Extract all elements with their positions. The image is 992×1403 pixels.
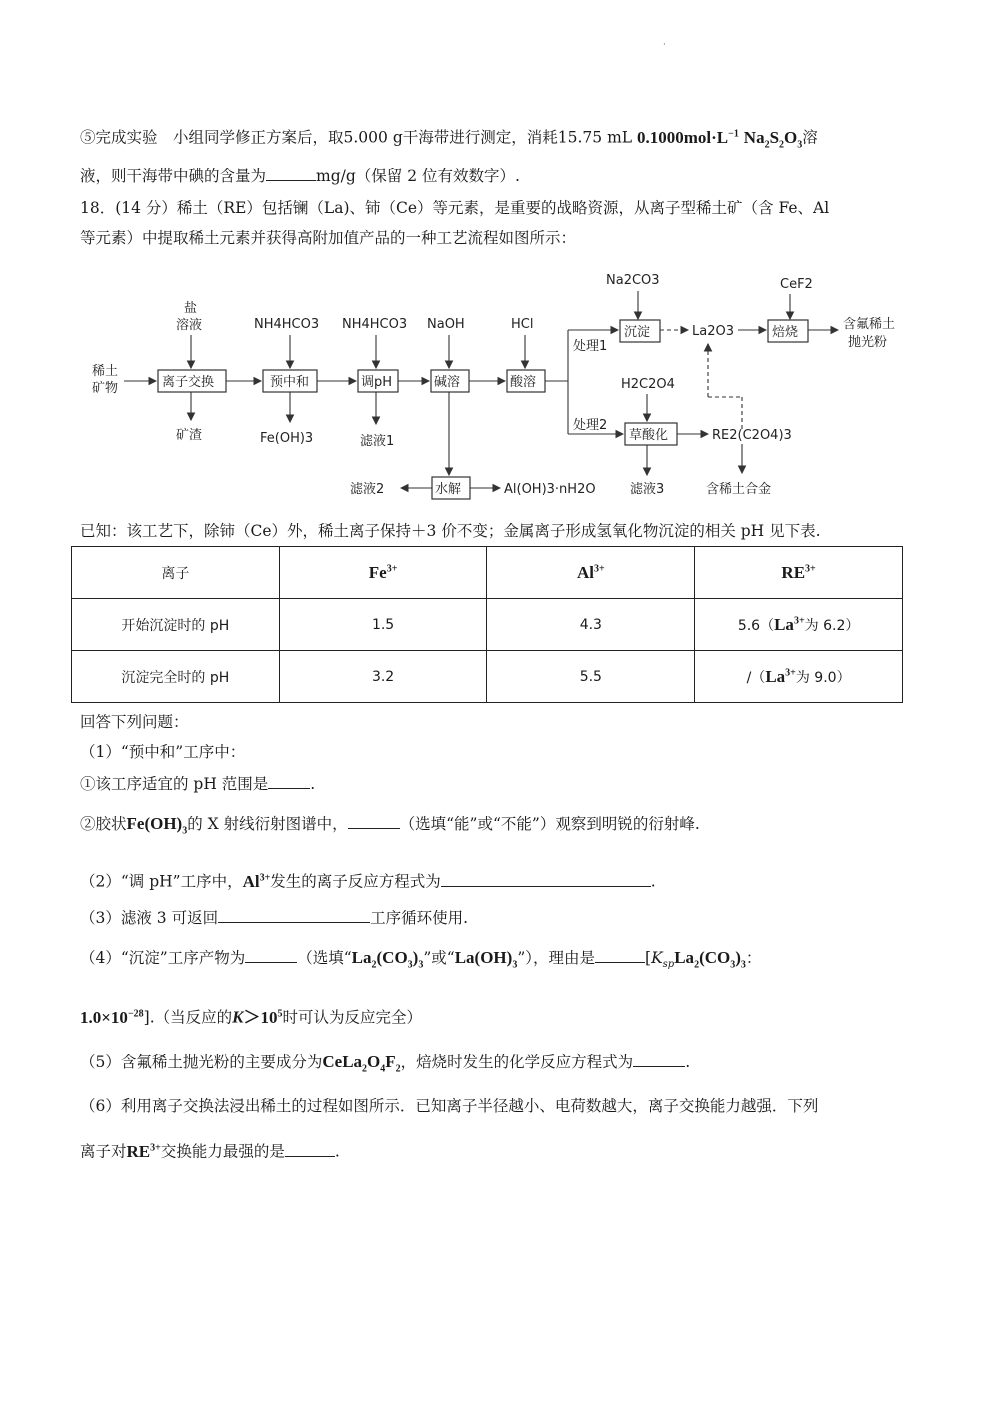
- nh4hco3-b-label: NH4HCO3: [342, 317, 408, 332]
- q1-part2: ②胶状$Fe(OH)_3$的 X 射线衍射图谱中， （选填“能”或“不能”）观察到明锐的衍射峰.: [80, 814, 700, 837]
- treatment2-label: 处理2: [573, 418, 608, 433]
- alloy-label: 含稀土合金: [706, 482, 772, 497]
- q4-line1: （4）“沉淀”工序产物为 （选填“$La_2(CO_3)_3$”或“$La(OH)_3$”），理由是 [$K_{sp}La_2(CO_3)_3$：: [80, 948, 762, 971]
- top-mark: ·: [663, 40, 666, 50]
- q5: （5）含氟稀土抛光粉的主要成分为$CeLa_2O_4F_2$，焙烧时发生的化学反应方程式为 .: [80, 1052, 691, 1075]
- alkali-dissolution-label: 碱溶: [434, 375, 461, 390]
- answer-blank[interactable]: [595, 946, 645, 963]
- precipitation-label: 沉淀: [624, 325, 651, 340]
- re2c2o4-label: RE2(C2O4)3: [712, 428, 792, 443]
- q2: （2）“调 pH”工序中，$Al^{3+}$发生的离子反应方程式为 .: [80, 871, 656, 891]
- filtrate3-label: 滤液3: [630, 482, 665, 497]
- answer-heading: 回答下列问题：: [80, 713, 189, 731]
- salt-solution-label: 盐: [184, 301, 198, 316]
- slag-label: 矿渣: [176, 428, 203, 443]
- q1-part1: ①该工序适宜的 pH 范围是 .: [80, 772, 315, 796]
- roasting-label: 焙烧: [772, 325, 799, 340]
- polish-powder-label-2: 抛光粉: [848, 335, 888, 350]
- answer-blank[interactable]: [348, 812, 400, 829]
- hcl-label: HCl: [511, 317, 534, 332]
- ore-label: 稀土: [92, 364, 119, 379]
- q18-line2: 等元素）中提取稀土元素并获得高附加值产品的一种工艺流程如图所示：: [80, 229, 577, 247]
- exp5-line2: 液，则干海带中碘的含量为 mg/g（保留 2 位有效数字）.: [80, 164, 520, 188]
- hydrolysis-label: 水解: [435, 482, 462, 497]
- table-row: 离子 $Fe^{3+}$ $Al^{3+}$ $RE^{3+}$: [72, 547, 903, 599]
- cef2-label: CeF2: [780, 277, 813, 292]
- na2co3-label: Na2CO3: [606, 273, 660, 288]
- answer-blank[interactable]: [266, 164, 316, 181]
- q6-line1: （6）利用离子交换法浸出稀土的过程如图所示．已知离子半径越小、电荷数越大，离子交换能力越强．下列: [80, 1097, 819, 1115]
- concentration: $0.1000mol\cdot L^{-1}$: [637, 127, 739, 147]
- answer-blank[interactable]: [285, 1140, 335, 1157]
- q4-line2: $1.0\times 10^{-28}$].（当反应的$K>10^5$时可认为反应完全）: [80, 1007, 422, 1027]
- q3: （3）滤液 3 可返回 工序循环使用.: [80, 906, 468, 930]
- naoh-label: NaOH: [427, 317, 465, 332]
- oxalation-label: 草酸化: [629, 428, 669, 443]
- process-flow-diagram: [78, 262, 920, 510]
- la2o3-label: La2O3: [692, 324, 734, 339]
- filtrate2-label: 滤液2: [350, 482, 385, 497]
- q6-line2: 离子对$RE^{3+}$交换能力最强的是 .: [80, 1141, 340, 1161]
- filtrate1-label: 滤液1: [360, 434, 395, 449]
- table-row: 沉淀完全时的 pH 3.2 5.5 $/(La^{3+}$为 9.0）: [72, 651, 903, 703]
- answer-blank[interactable]: [441, 870, 651, 887]
- acid-dissolution-label: 酸溶: [510, 375, 537, 390]
- salt-solution-label-2: 溶液: [176, 318, 203, 333]
- answer-blank[interactable]: [218, 906, 370, 923]
- q18-line1: 18．(14 分）稀土（RE）包括镧（La)、铈（Ce）等元素，是重要的战略资源，从离子型稀土矿（含 Fe、Al: [80, 199, 830, 217]
- h2c2o4-label: H2C2O4: [621, 377, 675, 392]
- q1-heading: （1）“预中和”工序中：: [80, 743, 246, 761]
- feoh3-label: Fe(OH)3: [260, 431, 314, 446]
- polish-powder-label: 含氟稀土: [843, 317, 896, 332]
- ph-table: [71, 546, 903, 703]
- aloh3-label: Al(OH)3·nH2O: [504, 482, 596, 497]
- treatment1-label: 处理1: [573, 339, 608, 354]
- ore-label-2: 矿物: [92, 381, 119, 396]
- answer-blank[interactable]: [268, 772, 310, 789]
- answer-blank[interactable]: [245, 946, 297, 963]
- exp5-line1: ⑤完成实验 小组同学修正方案后，取5.000 g干海带进行测定，消耗15.75 mL $0.1000mol\cdot L^{-1}$ $Na_2S_2O_3$溶: [80, 127, 818, 151]
- table-row: 开始沉淀时的 pH 1.5 4.3 $5.6(La^{3+}$为 6.2）: [72, 599, 903, 651]
- known-info: 已知：该工艺下，除铈（Ce）外，稀土离子保持＋3 价不变；金属离子形成氢氧化物沉淀的相关 pH 见下表.: [80, 522, 821, 540]
- adjust-ph-label: 调pH: [361, 375, 393, 390]
- nh4hco3-a-label: NH4HCO3: [254, 317, 320, 332]
- pre-neutralization-label: 预中和: [270, 375, 310, 390]
- answer-blank[interactable]: [633, 1050, 685, 1067]
- na2s2o3-formula: $Na_2S_2O_3$: [743, 127, 803, 151]
- ion-exchange-label: 离子交换: [162, 375, 215, 390]
